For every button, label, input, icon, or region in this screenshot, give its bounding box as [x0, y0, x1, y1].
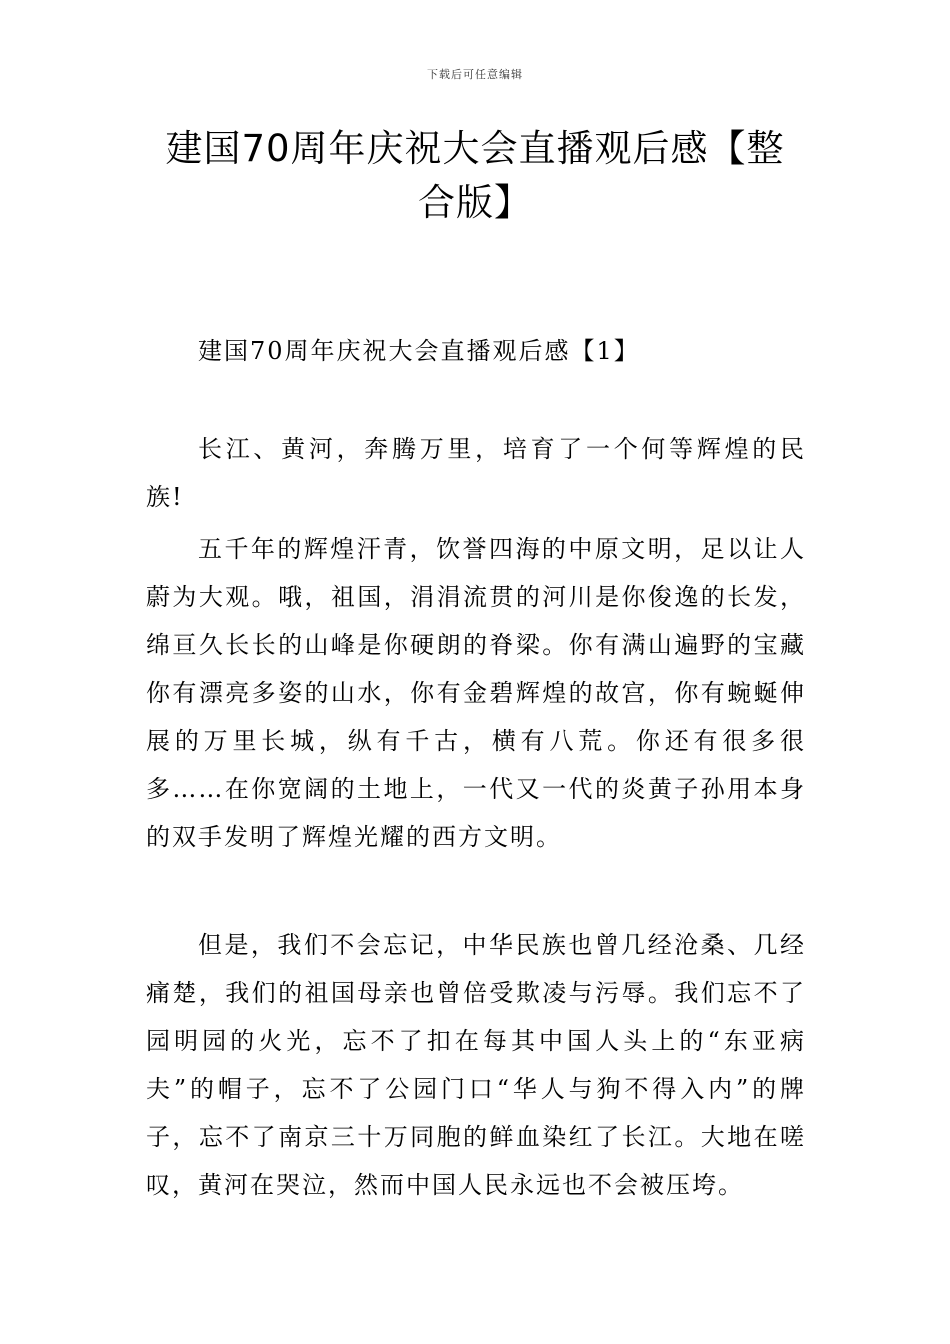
- paragraph-text: 但是，我们不会忘记，中华民族也曾几经沧桑、几经痛楚，我们的祖国母亲也曾倍受欺凌与污辱。我们忘不了园明园的火光，忘不了扣在每其中国人头上的“东亚病夫”的帽子，忘不了公园门口“华人与狗不得入内”的牌子，忘不了南京三十万同胞的鲜血染红了长江。大地在嗟叹，黄河在哭泣，然而中国人民永远也不会被压垮。: [146, 931, 806, 1199]
- paragraph-1: [146, 425, 806, 521]
- section-heading: [146, 327, 806, 375]
- paragraph-2: [146, 525, 806, 861]
- header-note: 下载后可任意编辑: [427, 68, 523, 81]
- section-heading-text: 建国70周年庆祝大会直播观后感【1】: [198, 337, 640, 365]
- paragraph-text: 五千年的辉煌汗青，饮誉四海的中原文明，足以让人蔚为大观。哦，祖国，涓涓流贯的河川是你俊逸的长发，绵亘久长长的山峰是你硬朗的脊梁。你有满山遍野的宝藏你有漂亮多姿的山水，你有金碧辉煌的故宫，你有蜿蜒伸展的万里长城，纵有千古，横有八荒。你还有很多很多……在你宽阔的土地上，一代又一代的炎黄子孙用本身的双手发明了辉煌光耀的西方文明。: [146, 535, 806, 851]
- paragraph-text: 长江、黄河，奔腾万里，培育了一个何等辉煌的民族!: [146, 435, 806, 511]
- paragraph-3: [146, 921, 806, 1209]
- document-title: 建国70周年庆祝大会直播观后感【整合版】: [165, 127, 785, 224]
